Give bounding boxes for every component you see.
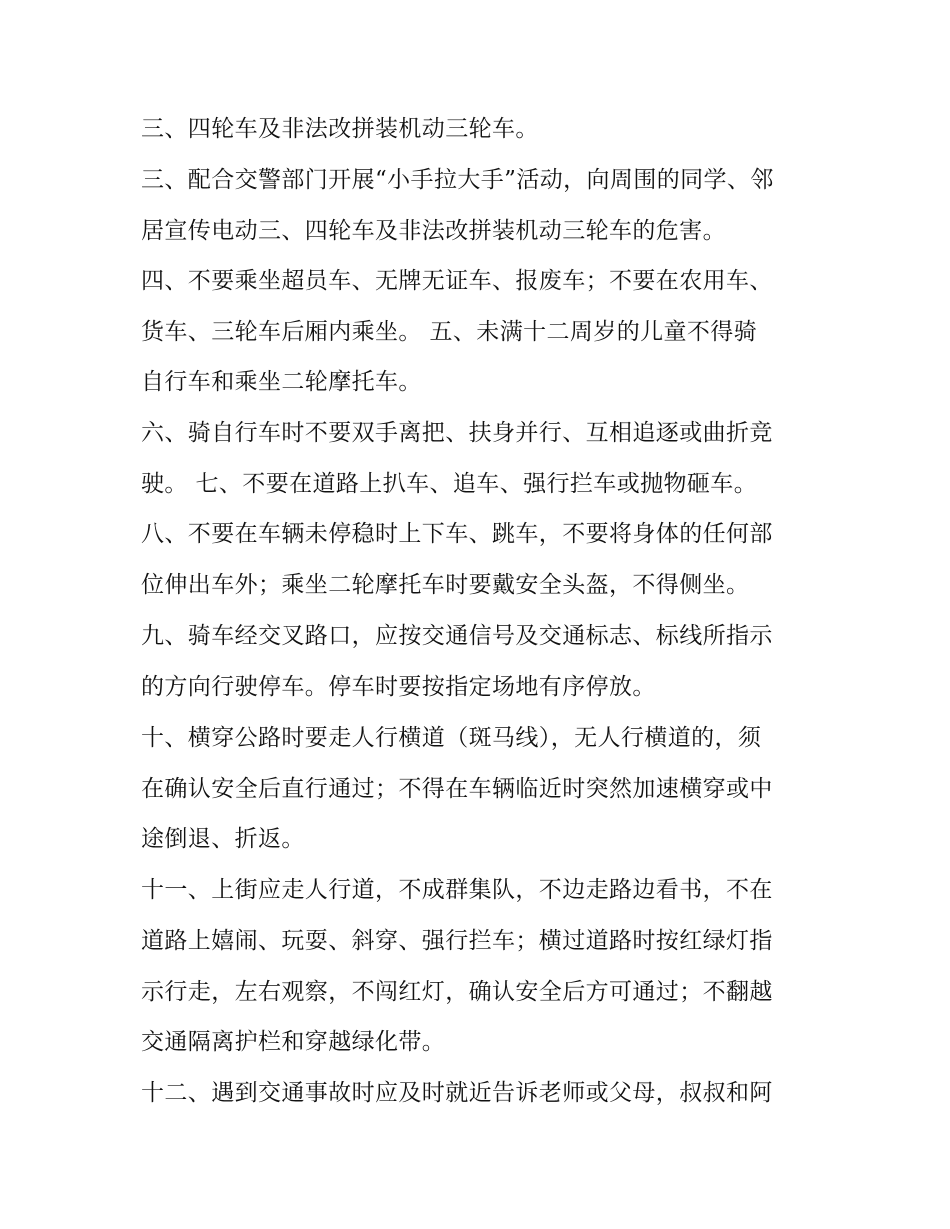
text-line: 在确认安全后直行通过；不得在车辆临近时突然加速横穿或中 [141,776,773,802]
text-line: 九、骑车经交叉路口，应按交通信号及交通标志、标线所指示 [141,623,773,649]
text-line: 货车、三轮车后厢内乘坐。 五、未满十二周岁的儿童不得骑 [141,319,758,345]
text-line: 六、骑自行车时不要双手离把、扶身并行、互相追逐或曲折竞 [141,420,773,446]
text-line: 居宣传电动三、四轮车及非法改拼装机动三轮车的危害。 [141,218,726,244]
text-line: 十一、上街应走人行道，不成群集队，不边走路边看书，不在 [141,877,773,903]
text-line: 的方向行驶停车。停车时要按指定场地有序停放。 [141,674,656,700]
text-line: 道路上嬉闹、玩耍、斜穿、强行拦车；横过道路时按红绿灯指 [141,928,773,954]
text-line: 八、不要在车辆未停稳时上下车、跳车，不要将身体的任何部 [141,521,773,547]
text-line: 三、配合交警部门开展“小手拉大手”活动，向周围的同学、邻 [141,167,774,193]
text-line: 途倒退、折返。 [141,826,305,852]
text-line: 自行车和乘坐二轮摩托车。 [141,369,422,395]
text-line: 位伸出车外；乘坐二轮摩托车时要戴安全头盔，不得侧坐。 [141,572,750,598]
text-line: 示行走，左右观察，不闯红灯，确认安全后方可通过；不翻越 [141,979,773,1005]
text-line: 驶。 七、不要在道路上扒车、追车、强行拦车或抛物砸车。 [141,471,758,497]
text-line: 三、四轮车及非法改拼装机动三轮车。 [141,116,539,142]
text-line: 十、横穿公路时要走人行横道（斑马线），无人行横道的，须 [141,725,762,751]
text-line: 十二、遇到交通事故时应及时就近告诉老师或父母，叔叔和阿 [141,1080,773,1106]
text-line: 交通隔离护栏和穿越绿化带。 [141,1029,446,1055]
text-line: 四、不要乘坐超员车、无牌无证车、报废车；不要在农用车、 [141,268,773,294]
